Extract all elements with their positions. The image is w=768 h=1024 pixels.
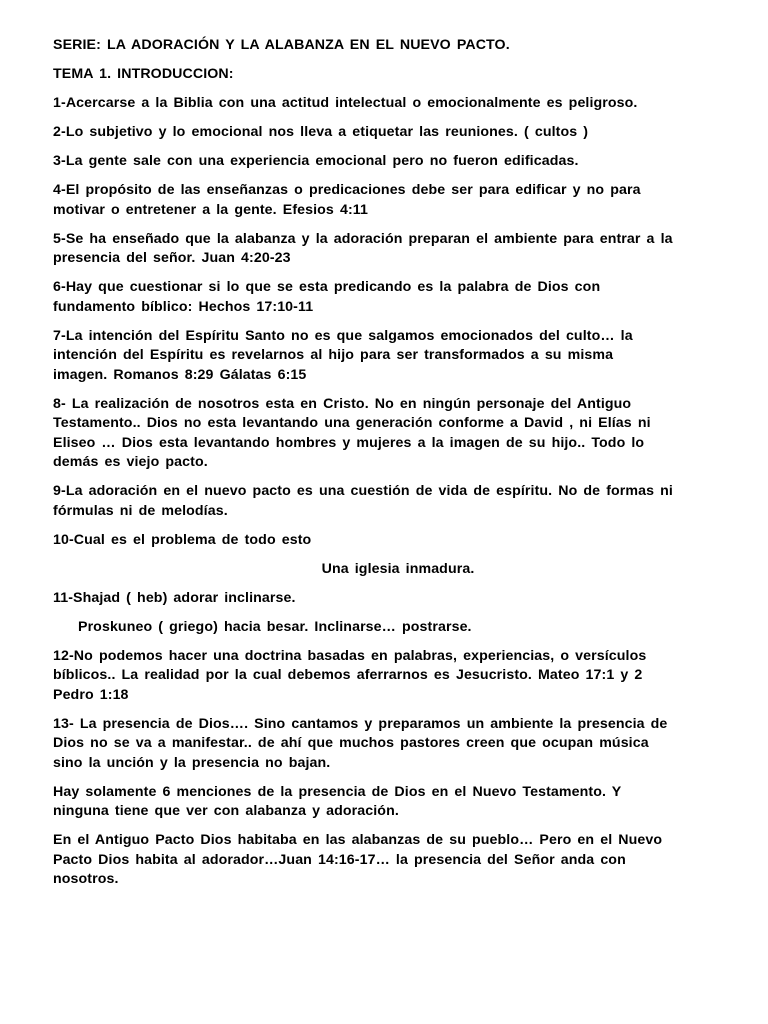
document-body [53, 36, 673, 899]
paragraph-antiguo-pacto: En el Antiguo Pacto Dios habitaba en las alabanzas de su pueblo… Pero en el Nuevo Pacto Dios habita al adorador…Juan 14:16-17… la presencia del Señor anda con nosotros. [53, 832, 663, 887]
indented-line: Proskuneo ( griego) hacia besar. Inclinarse… postrarse. [78, 618, 472, 635]
paragraph-6: 6-Hay que cuestionar si lo que se esta predicando es la palabra de Dios con fundamento bíblico: Hechos 17:10-11 [53, 279, 601, 315]
paragraph-7: 7-La intención del Espíritu Santo no es que salgamos emocionados del culto… la intención del Espíritu es revelarnos al hijo para ser transformados a su misma imagen. Romanos 8:29 Gálatas 6:15 [53, 327, 633, 383]
paragraph-13: 13- La presencia de Dios…. Sino cantamos y preparamos un ambiente la presencia de Dios no se va a manifestar.. de ahí que muchos pastores creen que ocupan música sino la unción y la presencia no bajan. [53, 715, 668, 771]
paragraph-2: 2-Lo subjetivo y lo emocional nos lleva a etiquetar las reuniones. ( cultos ) [53, 124, 589, 140]
document-title: SERIE: LA ADORACIÓN Y LA ALABANZA EN EL NUEVO PACTO. [53, 37, 510, 53]
centered-line: Una iglesia inmadura. [321, 560, 475, 577]
paragraph-9: 9-La adoración en el nuevo pacto es una cuestión de vida de espíritu. No de formas ni fórmulas ni de melodías. [53, 483, 673, 519]
paragraph-12: 12-No podemos hacer una doctrina basadas en palabras, experiencias, o versículos bíblicos.. La realidad por la cual debemos aferrarnos es Jesucristo. Mateo 17:1 y 2 Pedro 1:18 [53, 647, 647, 703]
paragraph-5: 5-Se ha enseñado que la alabanza y la adoración preparan el ambiente para entrar a la presencia del señor. Juan 4:20-23 [53, 230, 673, 266]
paragraph-menciones: Hay solamente 6 menciones de la presencia de Dios en el Nuevo Testamento. Y ninguna tiene que ver con alabanza y adoración. [53, 783, 622, 819]
paragraph-10: 10-Cual es el problema de todo esto [53, 531, 312, 548]
document-subtitle: TEMA 1. INTRODUCCION: [53, 66, 234, 82]
paragraph-4: 4-El propósito de las enseñanzas o predicaciones debe ser para edificar y no para motivar o entretener a la gente. Efesios 4:11 [53, 182, 641, 218]
paragraph-8: 8- La realización de nosotros esta en Cristo. No en ningún personaje del Antiguo Testamento.. Dios no esta levantando una generación conforme a David , ni Elías ni Eliseo … Dios esta levantando hombres y mujeres a la imagen de su hijo.. Todo lo demás es viejo pacto. [53, 395, 651, 470]
paragraph-11: 11-Shajad ( heb) adorar inclinarse. [53, 589, 296, 606]
paragraph-3: 3-La gente sale con una experiencia emocional pero no fueron edificadas. [53, 153, 579, 169]
paragraph-1: 1-Acercarse a la Biblia con una actitud intelectual o emocionalmente es peligroso. [53, 95, 638, 111]
